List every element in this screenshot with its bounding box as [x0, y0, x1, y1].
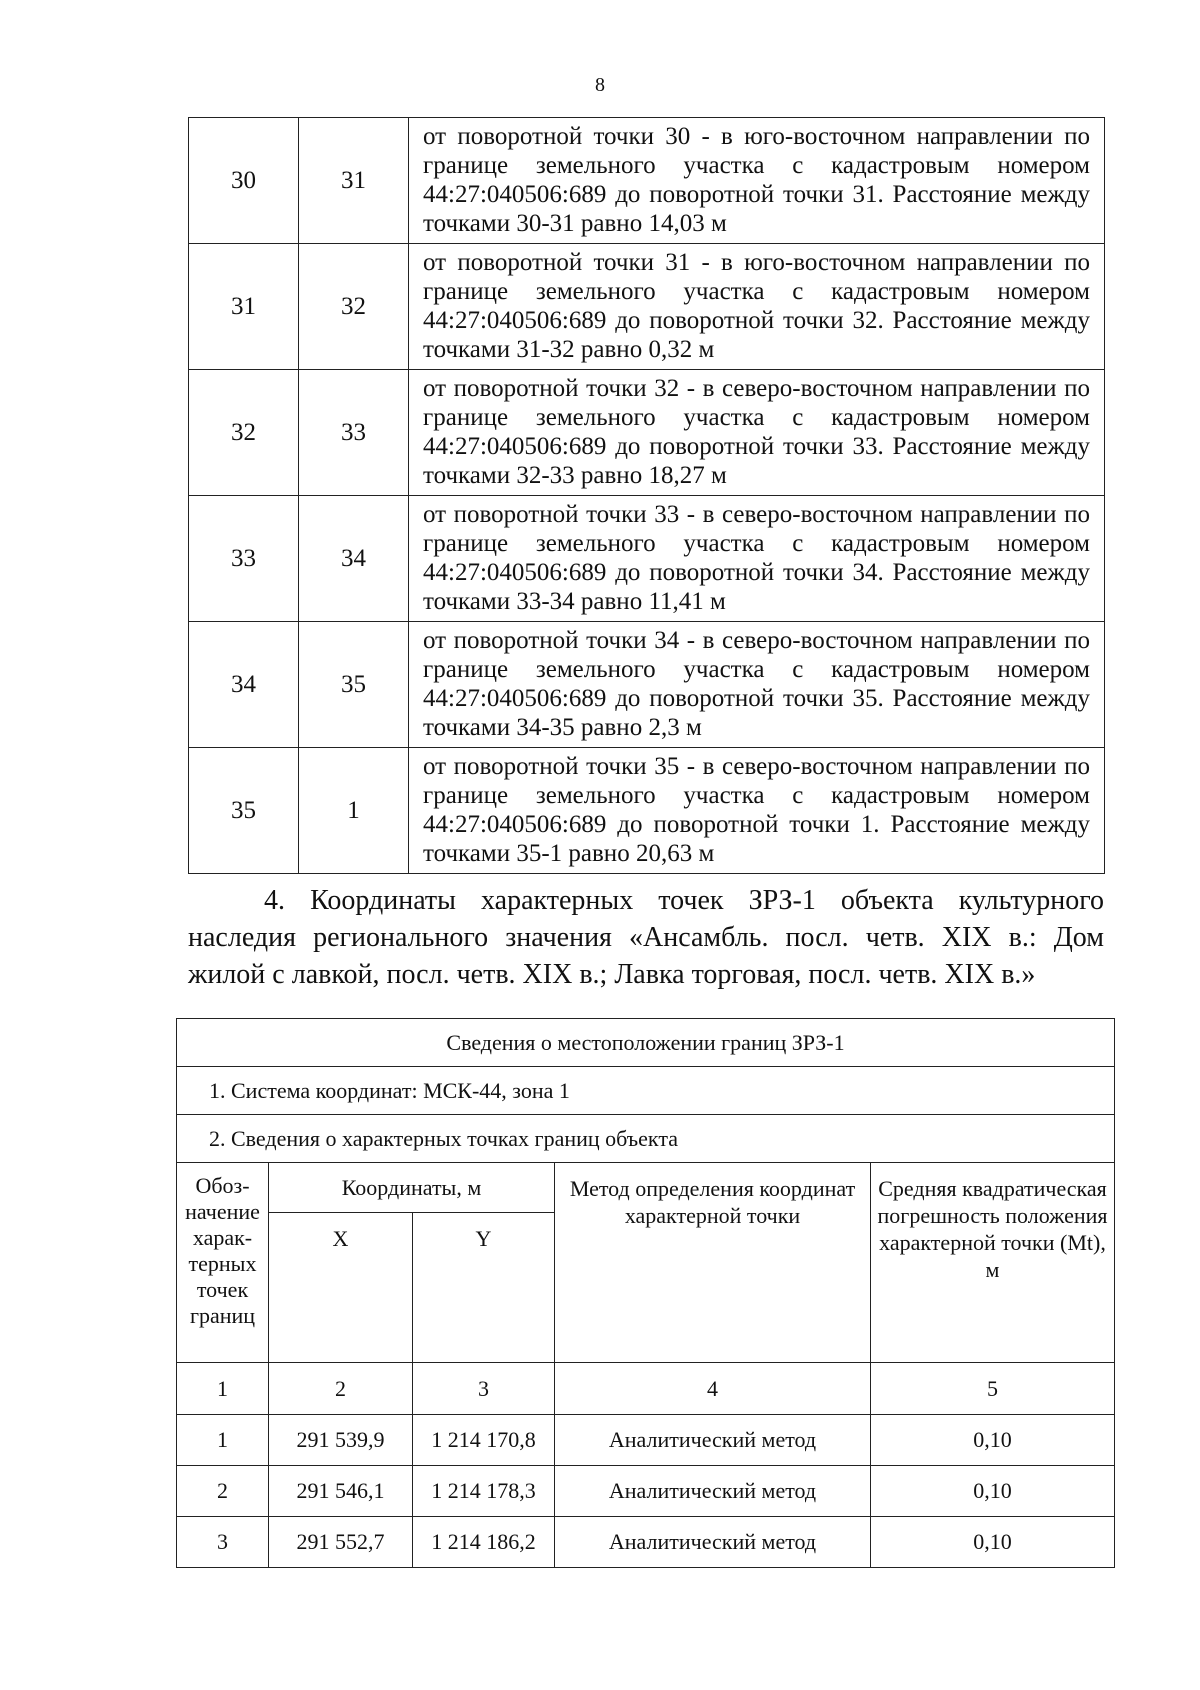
table-title-row [177, 1019, 1115, 1067]
table-row [177, 1466, 1115, 1517]
from-point: 33 [189, 496, 299, 622]
column-index: 3 [413, 1363, 555, 1415]
to-point: 34 [299, 496, 409, 622]
point-id: 1 [177, 1415, 269, 1466]
column-index: 4 [555, 1363, 871, 1415]
coord-y: 1 214 186,2 [413, 1517, 555, 1568]
segment-description: от поворотной точки 35 - в северо-восточном направлении по границе земельного участка с кадастровым номером 44:27:040506:689 до поворотной точки 1. Расстояние между точками 35-1 равно 20,63 м [409, 748, 1105, 874]
table-row [189, 370, 1105, 496]
segment-description: от поворотной точки 34 - в северо-восточном направлении по границе земельного участка с кадастровым номером 44:27:040506:689 до поворотной точки 35. Расстояние между точками 34-35 равно 2,3 м [409, 622, 1105, 748]
header-designation: Обоз-начение харак-терных точек границ [177, 1163, 269, 1363]
header-row [177, 1163, 1115, 1213]
from-point: 30 [189, 118, 299, 244]
table-row [189, 118, 1105, 244]
segment-description: от поворотной точки 32 - в северо-восточном направлении по границе земельного участка с кадастровым номером 44:27:040506:689 до поворотной точки 33. Расстояние между точками 32-33 равно 18,27 м [409, 370, 1105, 496]
points-info-row [177, 1115, 1115, 1163]
point-id: 2 [177, 1466, 269, 1517]
coordinates-table [176, 1018, 1115, 1568]
method: Аналитический метод [555, 1517, 871, 1568]
segment-description: от поворотной точки 30 - в юго-восточном направлении по границе земельного участка с кадастровым номером 44:27:040506:689 до поворотной точки 31. Расстояние между точками 30-31 равно 14,03 м [409, 118, 1105, 244]
from-point: 35 [189, 748, 299, 874]
table-row [177, 1415, 1115, 1466]
column-index: 5 [871, 1363, 1115, 1415]
column-index: 2 [269, 1363, 413, 1415]
table-row [189, 244, 1105, 370]
to-point: 35 [299, 622, 409, 748]
coord-y: 1 214 170,8 [413, 1415, 555, 1466]
to-point: 33 [299, 370, 409, 496]
coord-x: 291 539,9 [269, 1415, 413, 1466]
column-index: 1 [177, 1363, 269, 1415]
from-point: 31 [189, 244, 299, 370]
coord-system: 1. Система координат: МСК-44, зона 1 [177, 1067, 1115, 1115]
points-info: 2. Сведения о характерных точках границ объекта [177, 1115, 1115, 1163]
column-index-row [177, 1363, 1115, 1415]
error: 0,10 [871, 1517, 1115, 1568]
method: Аналитический метод [555, 1415, 871, 1466]
coord-x: 291 552,7 [269, 1517, 413, 1568]
from-point: 32 [189, 370, 299, 496]
header-method: Метод определения координат характерной точки [555, 1163, 871, 1363]
table-title: Сведения о местоположении границ ЗРЗ-1 [177, 1019, 1115, 1067]
table-row [189, 748, 1105, 874]
from-point: 34 [189, 622, 299, 748]
header-error: Средняя квадратическая погрешность положения характерной точки (Mt), м [871, 1163, 1115, 1363]
header-y: Y [413, 1213, 555, 1363]
header-coordinates: Координаты, м [269, 1163, 555, 1213]
section-heading-coordinates: 4. Координаты характерных точек ЗРЗ-1 объекта культурного наследия регионального значения «Ансамбль. посл. четв. XIX в.: Дом жилой с лавкой, посл. четв. XIX в.; Лавка торговая, посл. четв. XIX в.» [188, 885, 1104, 990]
method: Аналитический метод [555, 1466, 871, 1517]
error: 0,10 [871, 1466, 1115, 1517]
segment-description: от поворотной точки 31 - в юго-восточном направлении по границе земельного участка с кадастровым номером 44:27:040506:689 до поворотной точки 32. Расстояние между точками 31-32 равно 0,32 м [409, 244, 1105, 370]
to-point: 31 [299, 118, 409, 244]
table-row [177, 1517, 1115, 1568]
error: 0,10 [871, 1415, 1115, 1466]
coord-y: 1 214 178,3 [413, 1466, 555, 1517]
point-id: 3 [177, 1517, 269, 1568]
header-x: X [269, 1213, 413, 1363]
table-row [189, 496, 1105, 622]
to-point: 32 [299, 244, 409, 370]
to-point: 1 [299, 748, 409, 874]
coord-system-row [177, 1067, 1115, 1115]
segment-description: от поворотной точки 33 - в северо-восточном направлении по границе земельного участка с кадастровым номером 44:27:040506:689 до поворотной точки 34. Расстояние между точками 33-34 равно 11,41 м [409, 496, 1105, 622]
table-row [189, 622, 1105, 748]
boundary-description-table [188, 117, 1105, 874]
page-number: 8 [595, 74, 605, 96]
coord-x: 291 546,1 [269, 1466, 413, 1517]
